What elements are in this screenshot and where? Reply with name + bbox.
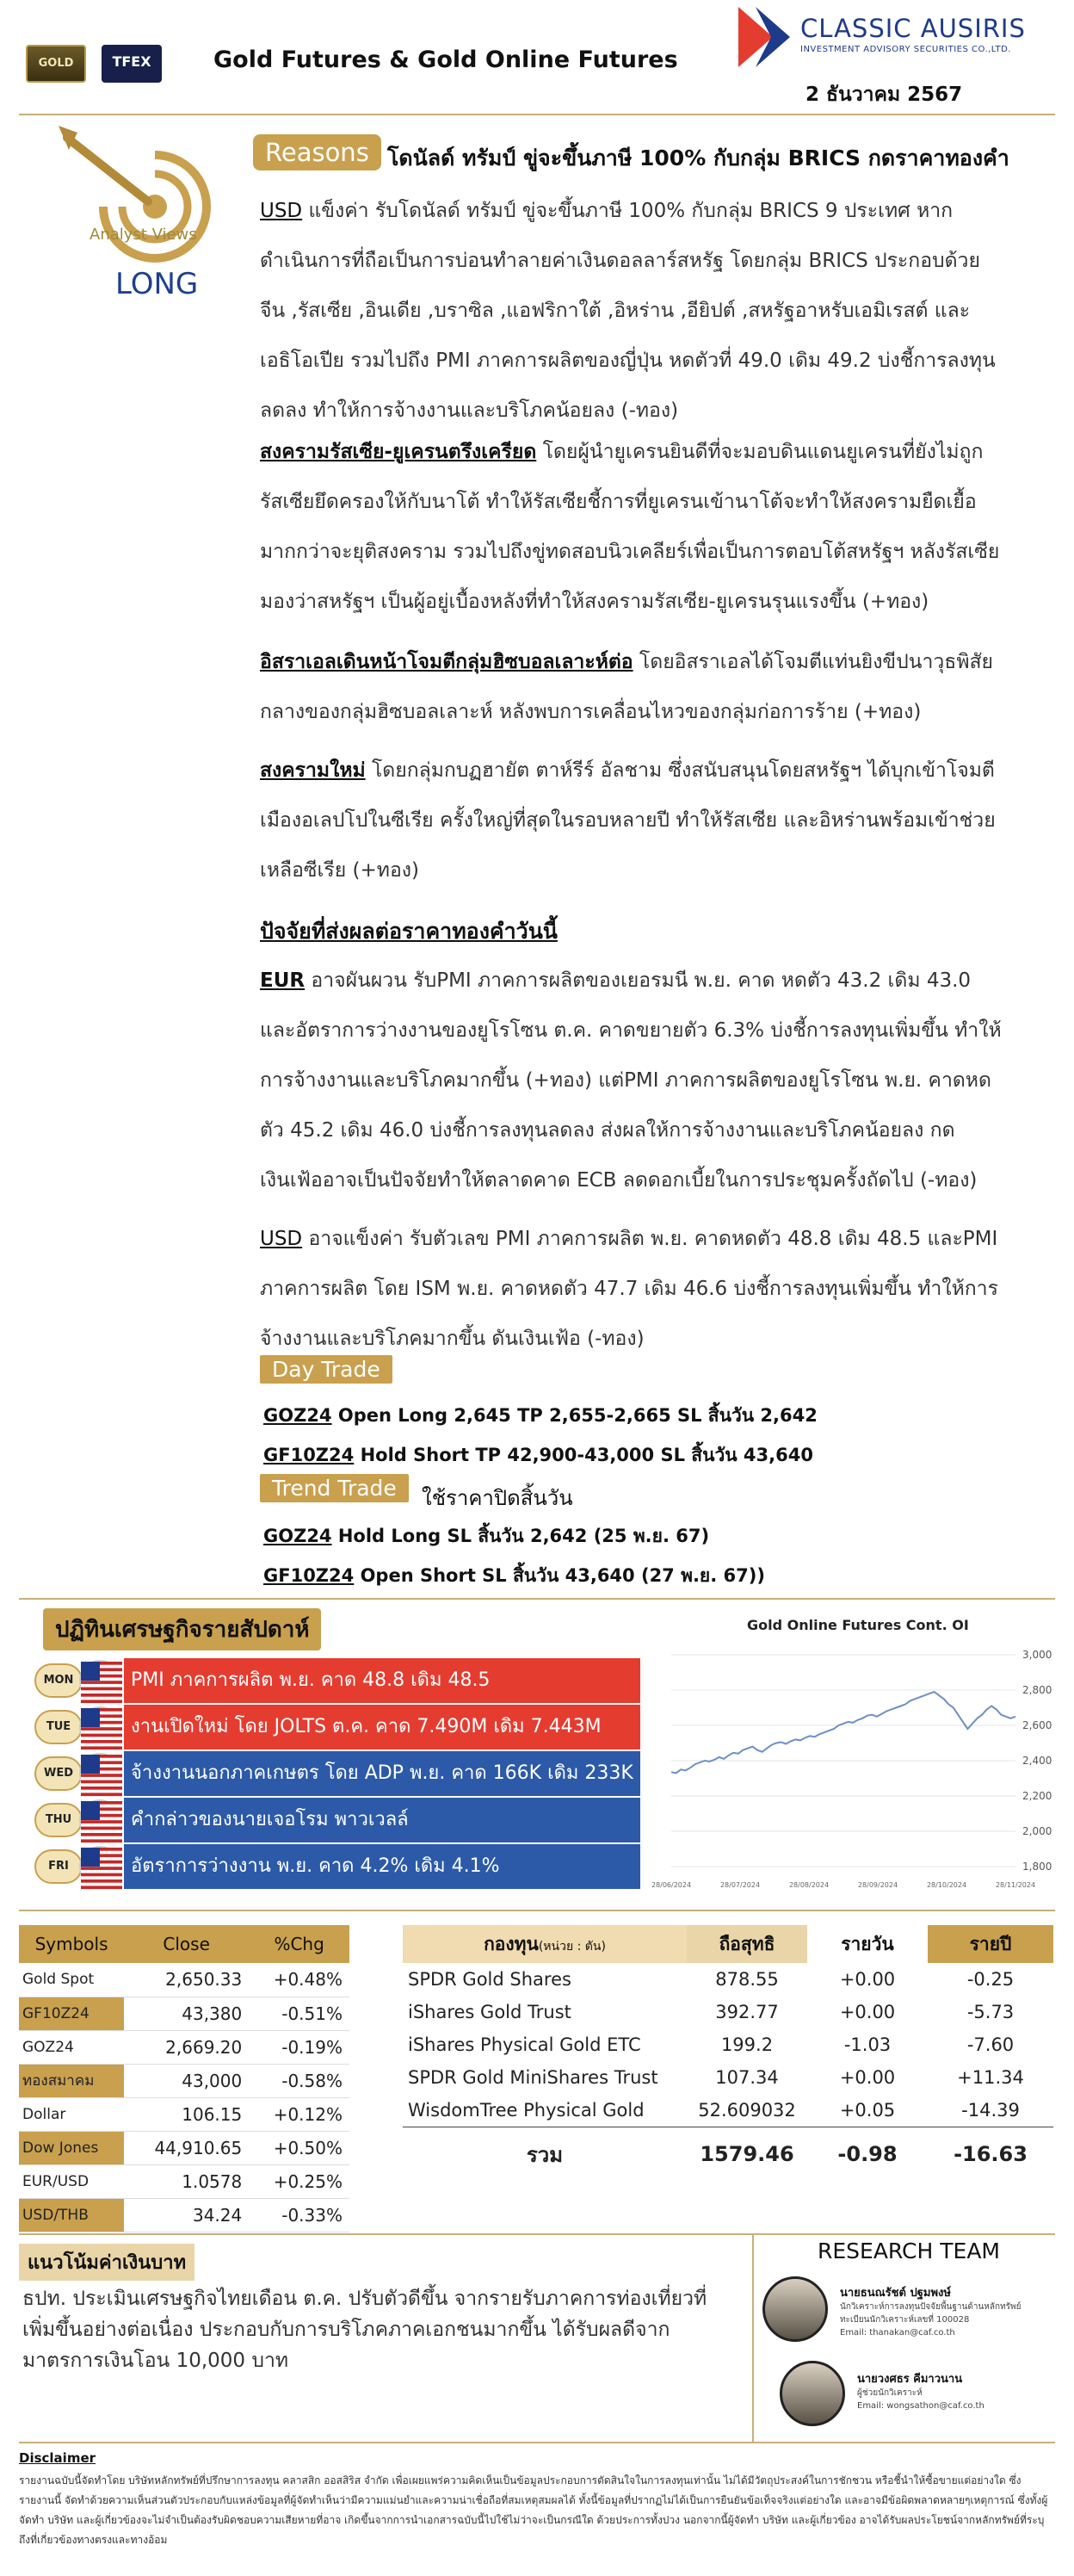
symbols-cell-name: GF10Z24 <box>19 1997 124 2030</box>
funds-row <box>403 2094 1053 2127</box>
chart-x-tick-label: 28/10/2024 <box>926 1881 967 1889</box>
day-badge-fri: FRI <box>34 1849 83 1884</box>
symbols-cell-name: USD/THB <box>19 2198 124 2232</box>
funds-cell-annual: -14.39 <box>961 2099 1020 2121</box>
funds-header-fund: กองทุน(หน่วย : ตัน) <box>403 1925 687 1963</box>
gold-oi-chart <box>651 1644 1059 1894</box>
chart-x-tick-label: 28/06/2024 <box>651 1881 692 1889</box>
symbols-cell-chg: -0.51% <box>249 1997 349 2030</box>
funds-header-net: ถือสุทธิ <box>687 1925 807 1963</box>
symbols-header-close: Close <box>124 1925 249 1963</box>
chart-y-tick-label: 1,800 <box>1022 1861 1052 1873</box>
symbols-row <box>19 2164 349 2198</box>
section-divider-3 <box>19 2233 1055 2235</box>
funds-row <box>403 1963 1053 1996</box>
symbols-cell-close: 34.24 <box>124 2198 249 2232</box>
symbols-header-row <box>19 1925 349 1963</box>
us-flag-icon <box>79 1846 120 1887</box>
symbols-row <box>19 2064 349 2097</box>
chart-y-tick-label: 2,400 <box>1022 1755 1052 1767</box>
chart-y-tick-label: 3,000 <box>1022 1649 1052 1661</box>
company-subtitle: INVESTMENT ADVISORY SECURITIES CO.,LTD. <box>800 45 1011 54</box>
reasons-badge: Reasons <box>253 134 381 170</box>
us-flag-icon <box>79 1706 120 1748</box>
day-trade-line-2: GF10Z24 Hold Short TP 42,900-43,000 SL สิ้นวัน 43,640 <box>263 1445 813 1465</box>
disclaimer-heading: Disclaimer <box>19 2450 96 2466</box>
funds-cell-daily: +0.00 <box>839 2067 896 2088</box>
funds-cell-annual: -7.60 <box>966 2034 1015 2055</box>
analyst-meta-1: นักวิเคราะห์การลงทุนปัจจัยพื้นฐานด้านหลักทรัพย์ ทะเบียนนักวิเคราะห์เลขที่ 100028 Email: thanakan@caf.co.th <box>840 2302 1022 2338</box>
funds-cell-net: 107.34 <box>715 2067 779 2088</box>
funds-cell-name: iShares Physical Gold ETC <box>408 2034 641 2055</box>
symbols-header-symbol: Symbols <box>19 1925 124 1963</box>
factor-eur-key: EUR <box>260 969 306 992</box>
us-flag-icon <box>79 1660 120 1701</box>
funds-header-daily: รายวัน <box>807 1925 928 1963</box>
symbols-cell-close: 2,669.20 <box>124 2030 249 2064</box>
trend-trade-badge: Trend Trade <box>260 1474 409 1502</box>
funds-cell-name: WisdomTree Physical Gold <box>408 2099 645 2121</box>
chart-y-tick-label: 2,600 <box>1022 1719 1052 1731</box>
symbols-cell-chg: +0.50% <box>249 2131 349 2164</box>
analyst-name-2: นายวงศธร คีมาวนาน <box>857 2373 963 2386</box>
symbols-table <box>19 1925 349 2232</box>
symbols-cell-name: Gold Spot <box>19 1963 124 1997</box>
research-divider <box>752 2235 754 2442</box>
funds-cell-net: 392.77 <box>715 2002 779 2022</box>
funds-row <box>403 2061 1053 2094</box>
funds-cell-name: iShares Gold Trust <box>408 2002 571 2022</box>
symbols-row <box>19 2198 349 2232</box>
report-date: 2 ธันวาคม 2567 <box>806 84 963 106</box>
research-team-title: RESEARCH TEAM <box>818 2239 1000 2263</box>
factors-heading: ปัจจัยที่ส่งผลต่อราคาทองคำวันนี้ <box>260 919 558 944</box>
funds-cell-net: 878.55 <box>715 1969 779 1990</box>
symbols-row <box>19 1963 349 1997</box>
symbols-cell-close: 106.15 <box>124 2097 249 2131</box>
tfex-logo: TFEX <box>102 45 162 83</box>
baht-outlook-title: แนวโน้มค่าเงินบาท <box>19 2244 194 2281</box>
econ-event-fri: อัตราการว่างงาน พ.ย. คาด 4.2% เดิม 4.1% <box>124 1844 640 1889</box>
chart-x-tick-label: 28/09/2024 <box>857 1881 898 1889</box>
symbols-cell-chg: +0.48% <box>249 1963 349 1997</box>
day-badge-mon: MON <box>34 1663 83 1698</box>
econ-event-thu: คำกล่าวของนายเจอโรม พาวเวลล์ <box>124 1798 640 1842</box>
chart-title: Gold Online Futures Cont. OI <box>747 1617 969 1633</box>
chart-y-tick-label: 2,000 <box>1022 1825 1052 1837</box>
classic-ausiris-logo-mark <box>738 7 790 67</box>
symbols-row <box>19 1997 349 2030</box>
analyst-avatar-2 <box>780 2361 845 2426</box>
symbols-row <box>19 2131 349 2164</box>
funds-cell-net: 199.2 <box>720 2034 774 2055</box>
econ-event-mon: PMI ภาคการผลิต พ.ย. คาด 48.8 เดิม 48.5 <box>124 1658 640 1703</box>
analyst-view-value: LONG <box>115 267 199 301</box>
funds-total-net: 1579.46 <box>687 2127 807 2182</box>
funds-total-annual: -16.63 <box>928 2127 1053 2182</box>
analyst-name-1: นายธนณรัชต์ ปฐมพงษ์ <box>840 2287 951 2300</box>
day-badge-wed: WED <box>34 1756 83 1791</box>
section-divider-2 <box>19 1910 1055 1911</box>
funds-cell-daily: -1.03 <box>843 2034 892 2055</box>
reason-russia-paragraph: สงครามรัสเซีย-ยูเครนตรึงเครียด โดยผู้นำยูเครนยินดีที่จะมอบดินแดนยูเครนที่ยังไม่ถูกรัสเซียยึดครองให้กับนาโต้ ทำให้รัสเซียชี้การที่ยูเครนเข้านาโต้จะทำให้สงครามยืดเยื้อมากกว่าจะยุติสงคราม รวมไปถึงขู่ทดสอบนิวเคลียร์เพื่อเป็นการตอบโต้สหรัฐฯ หลังรัสเซียมองว่าสหรัฐฯ เป็นผู้อยู่เบื้องหลังที่ทำให้สงครามรัสเซีย-ยูเครนรุนแรงขึ้น (+ทอง) <box>260 441 1000 613</box>
funds-cell-annual: -5.73 <box>966 2002 1015 2022</box>
econ-calendar-title: ปฏิทินเศรษฐกิจรายสัปดาห์ <box>43 1608 321 1650</box>
funds-header-row <box>403 1925 1053 1963</box>
section-divider-4 <box>19 2442 1055 2443</box>
reasons-headline: โดนัลด์ ทรัมป์ ขู่จะขึ้นภาษี 100% กับกลุ่ม BRICS กดราคาทองคำ <box>387 146 1009 170</box>
symbols-cell-chg: +0.25% <box>249 2164 349 2198</box>
symbols-cell-name: Dollar <box>19 2097 124 2131</box>
reason-israel-key: อิสราเอลเดินหน้าโจมตีกลุ่มฮิซบอลเลาะห์ต่อ <box>260 651 633 673</box>
symbols-cell-chg: +0.12% <box>249 2097 349 2131</box>
day-badge-thu: THU <box>34 1803 83 1837</box>
chart-x-tick-label: 28/08/2024 <box>788 1881 830 1889</box>
chart-x-tick-label: 28/11/2024 <box>995 1881 1036 1889</box>
page-title: Gold Futures & Gold Online Futures <box>213 46 678 73</box>
funds-row <box>403 1996 1053 2028</box>
funds-cell-daily: +0.00 <box>839 2002 896 2022</box>
analyst-views-label: Analyst Views <box>90 226 197 244</box>
symbols-cell-close: 2,650.33 <box>124 1963 249 1997</box>
symbols-header-chg: %Chg <box>249 1925 349 1963</box>
funds-cell-annual: +11.34 <box>957 2067 1024 2088</box>
reason-newwar-paragraph: สงครามใหม่ โดยกลุ่มกบฏฮายัต ตาห์รีร์ อัลชาม ซึ่งสนับสนุนโดยสหรัฐฯ ได้บุกเข้าโจมตีเมืองอเลปโปในซีเรีย ครั้งใหญ่ที่สุดในรอบหลายปี ทำให้รัสเซีย และอิหร่านพร้อมเข้าช่วยเหลือซีเรีย (+ทอง) <box>260 759 996 882</box>
symbols-cell-name: Dow Jones <box>19 2131 124 2164</box>
funds-total-label: รวม <box>403 2127 687 2182</box>
reason-israel-paragraph: อิสราเอลเดินหน้าโจมตีกลุ่มฮิซบอลเลาะห์ต่อ โดยอิสราเอลได้โจมตีแท่นยิงขีปนาวุธพิสัยกลางของกลุ่มฮิซบอลเลาะห์ หลังพบการเคลื่อนไหวของกลุ่มก่อการร้าย (+ทอง) <box>260 651 994 723</box>
econ-event-wed: จ้างงานนอกภาคเกษตร โดย ADP พ.ย. คาด 166K เดิม 233K <box>124 1751 640 1796</box>
reason-usd-key: USD <box>260 200 303 222</box>
trend-trade-line-1: GOZ24 Hold Long SL สิ้นวัน 2,642 (25 พ.ย. 67) <box>263 1526 710 1546</box>
analyst-meta-2: ผู้ช่วยนักวิเคราะห์ Email: wongsathon@caf.co.th <box>857 2388 985 2411</box>
symbols-cell-close: 43,380 <box>124 1997 249 2030</box>
funds-row <box>403 2028 1053 2061</box>
funds-cell-name: SPDR Gold MiniShares Trust <box>408 2067 658 2088</box>
symbols-cell-name: GOZ24 <box>19 2030 124 2064</box>
symbols-cell-name: ทองสมาคม <box>19 2064 124 2097</box>
factor-eur-paragraph: EUR อาจผันผวน รับPMI ภาคการผลิตของเยอรมนี พ.ย. คาด หดตัว 43.2 เดิม 43.0 และอัตราการว่างงานของยูโรโซน ต.ค. คาดขยายตัว 6.3% บ่งชี้การลงทุนเพิ่มขึ้น ทำให้การจ้างงานและบริโภคมากขึ้น (+ทอง) แต่PMI ภาคการผลิตของยูโรโซน พ.ย. คาดหดตัว 45.2 เดิม 46.0 บ่งชี้การลงทุนลดลง ส่งผลให้การจ้างงานและบริโภคน้อยลง กดเงินเฟ้ออาจเป็นปัจจัยทำให้ตลาดคาด ECB ลดดอกเบี้ยในการประชุมครั้งถัดไป (-ทอง) <box>260 969 1002 1192</box>
section-divider <box>19 1598 1055 1600</box>
header-divider <box>19 114 1055 115</box>
symbols-row <box>19 2097 349 2131</box>
trend-trade-line-2: GF10Z24 Open Short SL สิ้นวัน 43,640 (27 พ.ย. 67)) <box>263 1565 765 1586</box>
factor-usd-key: USD <box>260 1228 303 1250</box>
chart-y-tick-label: 2,800 <box>1022 1684 1052 1696</box>
day-trade-line-1: GOZ24 Open Long 2,645 TP 2,655-2,665 SL สิ้นวัน 2,642 <box>263 1405 818 1426</box>
us-flag-icon <box>79 1753 120 1794</box>
company-name: CLASSIC AUSIRIS <box>800 14 1026 43</box>
day-badge-tue: TUE <box>34 1710 83 1744</box>
reason-newwar-key: สงครามใหม่ <box>260 759 366 782</box>
symbols-cell-name: EUR/USD <box>19 2164 124 2198</box>
funds-total-daily: -0.98 <box>807 2127 928 2182</box>
symbols-cell-close: 1.0578 <box>124 2164 249 2198</box>
symbols-cell-chg: -0.33% <box>249 2198 349 2232</box>
funds-cell-net: 52.609032 <box>698 2099 796 2121</box>
disclaimer-text: รายงานฉบับนี้จัดทำโดย บริษัทหลักทรัพย์ที่ปรึกษาการลงทุน คลาสสิก ออสสิริส จำกัด เพื่อเผยแพร่ความคิดเห็นเป็นข้อมูลประกอบการตัดสินใจในการลงทุนเท่านั้น ไม่ได้มีวัตถุประสงค์ในการชักชวน หรือชี้นำให้ซื้อขายแต่อย่างใด ซึ่งรายงานนี้ จัดทำด้วยความเห็นส่วนตัวประกอบกับแหล่งข้อมูลที่ผู้จัดทำเห็นว่ามีความแม่นยำและความน่าเชื่อถือที่สมเหตุสมผลได้ ทั้งนี้ข้อมูลที่ปรากฏไม่ได้เป็นการยืนยันข้อเท็จจริงแต่อย่างใด และอาจมีข้อผิดพลาดหลายๆเหตุการณ์ ซึ่งทั้งผู้จัดทำ บริษัท และผู้เกี่ยวข้องจะไม่จำเป็นต้องรับผิดชอบความเสียหายที่อาจ เกิดขึ้นจากการนำเอกสารฉบับนี้ไปใช้ไม่ว่าจะเป็นกรณีใด ด้วยประการทั้งปวง นอกจากนี้ผู้จัดทำ บริษัท และผู้เกี่ยวข้อง อาจได้รับผลประโยชน์จากหลักทรัพย์ที่ระบุถึงที่เกี่ยวข้องทางตรงและทางอ้อม <box>19 2474 1048 2546</box>
funds-table <box>403 1925 1053 2182</box>
funds-cell-daily: +0.05 <box>839 2099 896 2121</box>
gold-futures-logo: GOLD <box>26 45 86 83</box>
reason-usd-paragraph: USD แข็งค่า รับโดนัลด์ ทรัมป์ ขู่จะขึ้นภาษี 100% กับกลุ่ม BRICS 9 ประเทศ หากดำเนินการที่ถือเป็นการบ่อนทำลายค่าเงินดอลลาร์สหรัฐ โดยกลุ่ม BRICS ประกอบด้วย จีน ,รัสเซีย ,อินเดีย ,บราซิล ,แอฟริกาใต้ ,อิหร่าน ,อียิปต์ ,สหรัฐอาหรับเอมิเรสต์ และเอธิโอเปีย รวมไปถึง PMI ภาคการผลิตของญี่ปุ่น หดตัวที่ 49.0 เดิม 49.2 บ่งชี้การลงทุนลดลง ทำให้การจ้างงานและบริโภคน้อยลง (-ทอง) <box>260 200 996 422</box>
funds-total-row <box>403 2127 1053 2182</box>
symbols-row <box>19 2030 349 2064</box>
econ-event-tue: งานเปิดใหม่ โดย JOLTS ต.ค. คาด 7.490M เดิม 7.443M <box>124 1705 640 1749</box>
symbols-cell-chg: -0.19% <box>249 2030 349 2064</box>
funds-cell-name: SPDR Gold Shares <box>408 1969 571 1990</box>
trend-trade-note: ใช้ราคาปิดสิ้นวัน <box>422 1486 573 1510</box>
factor-usd-paragraph: USD อาจแข็งค่า รับตัวเลข PMI ภาคการผลิต พ.ย. คาดหดตัว 48.8 เดิม 48.5 และPMI ภาคการผลิต โดย ISM พ.ย. คาดหดตัว 47.7 เดิม 46.6 บ่งชี้การลงทุนเพิ่มขึ้น ทำให้การจ้างงานและบริโภคมากขึ้น ดันเงินเฟ้อ (-ทอง) <box>260 1228 998 1350</box>
symbols-cell-close: 44,910.65 <box>124 2131 249 2164</box>
chart-y-tick-label: 2,200 <box>1022 1790 1052 1802</box>
chart-x-tick-label: 28/07/2024 <box>719 1881 761 1889</box>
baht-outlook-text: ธปท. ประเมินเศรษฐกิจไทยเดือน ต.ค. ปรับตัวดีขึ้น จากรายรับภาคการท่องเที่ยวที่เพิ่มขึ้นอย่างต่อเนื่อง ประกอบกับการบริโภคภาคเอกชนมากขึ้น ได้รับผลดีจากมาตรการเงินโอน 10,000 บาท <box>22 2288 707 2372</box>
symbols-cell-close: 43,000 <box>124 2064 249 2097</box>
funds-cell-daily: +0.00 <box>839 1969 896 1990</box>
symbols-cell-chg: -0.58% <box>249 2064 349 2097</box>
reason-russia-key: สงครามรัสเซีย-ยูเครนตรึงเครียด <box>260 441 537 463</box>
funds-cell-annual: -0.25 <box>966 1969 1015 1990</box>
day-trade-badge: Day Trade <box>260 1355 392 1384</box>
analyst-avatar-1 <box>762 2276 828 2342</box>
us-flag-icon <box>79 1799 120 1841</box>
funds-header-annual: รายปี <box>928 1925 1053 1963</box>
